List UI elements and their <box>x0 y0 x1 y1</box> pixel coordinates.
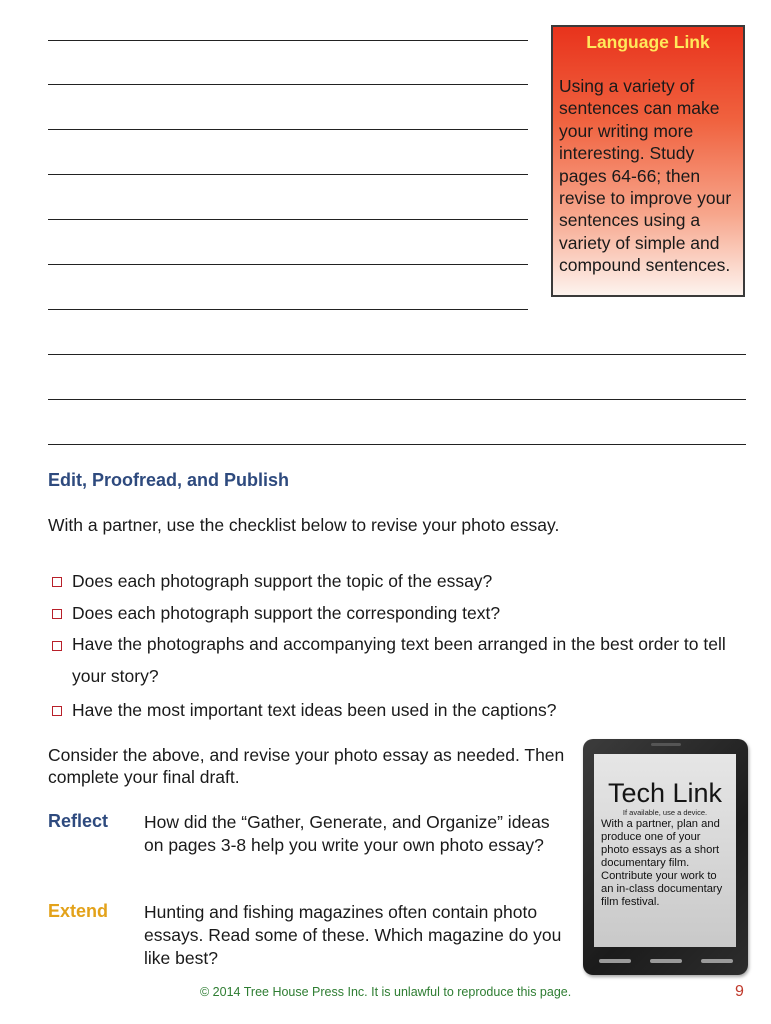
checklist-item-text: Does each photograph support the corresponding text? <box>72 603 501 623</box>
extend-text: Hunting and fishing magazines often contain photo essays. Read some of these. Which magazine do you like best? <box>144 902 562 968</box>
writing-line <box>48 444 746 445</box>
writing-line <box>48 219 528 220</box>
checkbox-icon[interactable] <box>52 641 62 651</box>
phone-speaker <box>651 743 681 746</box>
checkbox-icon[interactable] <box>52 609 62 619</box>
writing-line <box>48 309 528 310</box>
checkbox-icon[interactable] <box>52 577 62 587</box>
tech-link-text: With a partner, plan and produce one of your photo essays as a short documentary film. Contribute your work to an in-class documentary film festival. <box>601 818 723 908</box>
writing-line <box>48 129 528 130</box>
checklist-item-text: Have the most important text ideas been used in the captions? <box>72 700 557 720</box>
checklist-item-text: Does each photograph support the topic of the essay? <box>72 571 493 591</box>
writing-line <box>48 174 528 175</box>
tech-link-title: Tech Link <box>607 778 723 808</box>
consider-paragraph: Consider the above, and revise your photo essay as needed. Then complete your final draft. <box>48 745 565 787</box>
language-link-title: Language Link <box>586 32 710 52</box>
page-number: 9 <box>735 983 744 1000</box>
writing-line <box>48 354 746 355</box>
checkbox-icon[interactable] <box>52 706 62 716</box>
reflect-text: How did the “Gather, Generate, and Organize” ideas on pages 3-8 help you write your own photo essay? <box>144 812 550 855</box>
tech-link-device-icon <box>583 739 748 975</box>
tech-link-subtitle: If available, use a device. <box>622 808 708 817</box>
language-link-text: Using a variety of sentences can make your writing more interesting. Study pages 64-66; then revise to improve your sentences using a variety of simple and compound sentences. <box>559 76 732 276</box>
writing-line <box>48 264 528 265</box>
extend-label: Extend <box>48 901 109 921</box>
section-intro: With a partner, use the checklist below to revise your photo essay. <box>48 515 560 535</box>
language-link-box <box>551 25 745 297</box>
reflect-label: Reflect <box>48 811 109 831</box>
writing-line <box>48 399 746 400</box>
phone-button <box>599 959 631 963</box>
phone-button <box>701 959 733 963</box>
checklist-item-text: Have the photographs and accompanying text been arranged in the best order to tell your story? <box>72 634 726 686</box>
phone-button <box>650 959 682 963</box>
writing-line <box>48 84 528 85</box>
section-heading: Edit, Proofread, and Publish <box>48 470 290 490</box>
copyright-footer: © 2014 Tree House Press Inc. It is unlawful to reproduce this page. <box>200 985 572 999</box>
writing-line <box>48 40 528 41</box>
tech-link-screen <box>594 754 736 947</box>
